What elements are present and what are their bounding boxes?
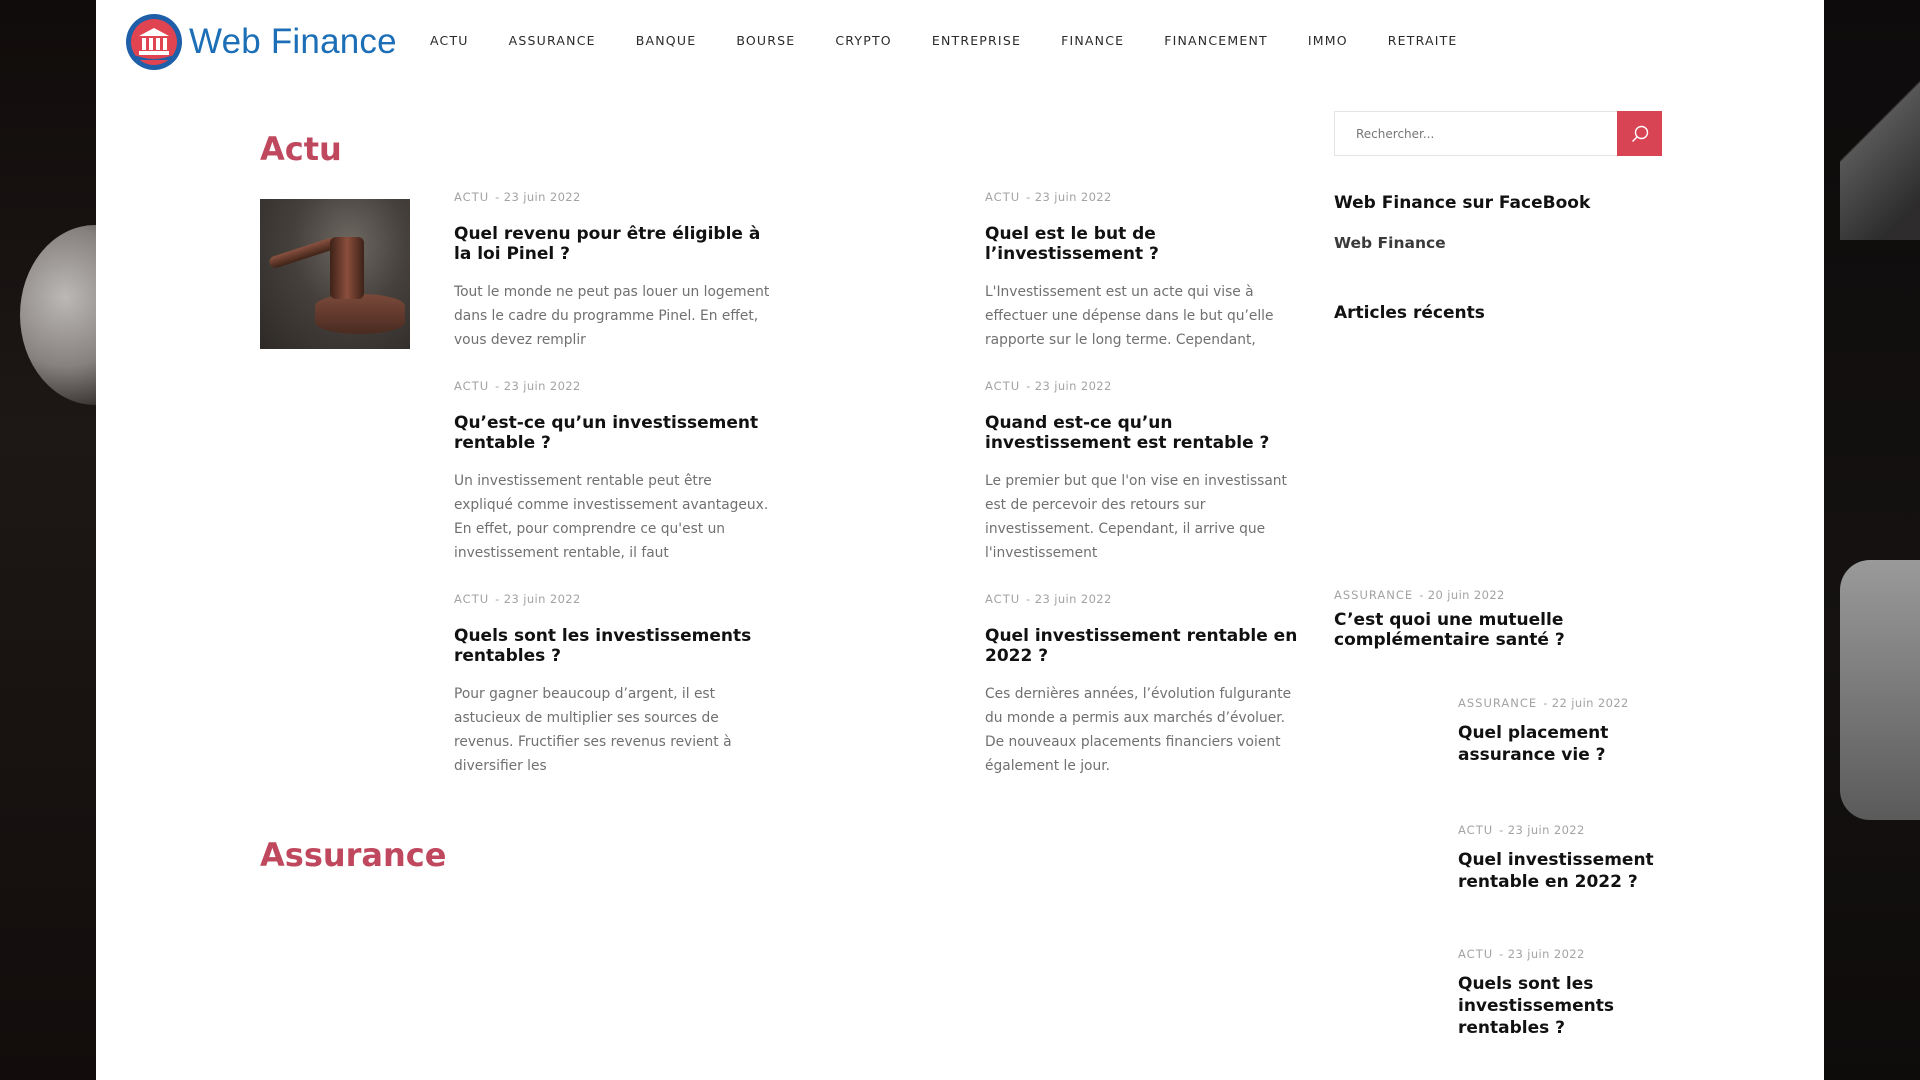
recent-articles-heading: Articles récents bbox=[1334, 303, 1485, 323]
article-card bbox=[454, 379, 774, 565]
article-title-link[interactable]: Quel est le but de l’investissement ? bbox=[985, 224, 1159, 264]
article-date: - 23 juin 2022 bbox=[1026, 379, 1112, 393]
section-title-assurance[interactable]: Assurance bbox=[260, 836, 447, 874]
facebook-heading: Web Finance sur FaceBook bbox=[1334, 193, 1591, 213]
article-meta bbox=[454, 379, 774, 393]
recent-article-date: - 23 juin 2022 bbox=[1499, 823, 1585, 837]
recent-article-category-link[interactable]: ASSURANCE bbox=[1458, 696, 1538, 710]
nav-item-entreprise[interactable]: ENTREPRISE bbox=[931, 33, 1022, 48]
nav-item-banque[interactable]: BANQUE bbox=[635, 33, 697, 48]
article-meta bbox=[985, 592, 1305, 606]
article-category-link[interactable]: ACTU bbox=[985, 592, 1021, 606]
article-category-link[interactable]: ACTU bbox=[454, 379, 490, 393]
article-excerpt: Tout le monde ne peut pas louer un logement dans le cadre du programme Pinel. En effet, vous devez remplir bbox=[454, 284, 770, 348]
nav-item-actu[interactable]: ACTU bbox=[430, 33, 469, 48]
nav-item-assurance[interactable]: ASSURANCE bbox=[508, 33, 596, 48]
recent-article bbox=[1458, 823, 1662, 893]
main-nav bbox=[430, 33, 1498, 48]
article-card bbox=[454, 190, 774, 352]
article-title-link[interactable]: Quel revenu pour être éligible à la loi Pinel ? bbox=[454, 224, 761, 264]
nav-item-financement[interactable]: FINANCEMENT bbox=[1164, 33, 1268, 48]
article-title-link[interactable]: Quand est-ce qu’un investissement est rentable ? bbox=[985, 413, 1270, 453]
recent-article-title-link[interactable]: C’est quoi une mutuelle complémentaire santé ? bbox=[1334, 610, 1565, 650]
recent-article-date: - 22 juin 2022 bbox=[1543, 696, 1629, 710]
article-excerpt: Un investissement rentable peut être expliqué comme investissement avantageux. En effet, pour comprendre ce qu'est un investissement rentable, il faut bbox=[454, 473, 769, 561]
article-meta bbox=[985, 379, 1305, 393]
article-card bbox=[985, 379, 1305, 565]
recent-article-category-link[interactable]: ACTU bbox=[1458, 947, 1494, 961]
article-date: - 23 juin 2022 bbox=[1026, 592, 1112, 606]
article-meta bbox=[454, 190, 774, 204]
recent-article-meta bbox=[1458, 823, 1662, 837]
bank-icon bbox=[126, 14, 182, 70]
recent-article bbox=[1334, 588, 1662, 650]
article-category-link[interactable]: ACTU bbox=[454, 592, 490, 606]
recent-article-meta bbox=[1458, 696, 1662, 710]
background-decor bbox=[1840, 40, 1920, 240]
nav-item-immo[interactable]: IMMO bbox=[1307, 33, 1348, 48]
recent-article-meta bbox=[1458, 947, 1662, 961]
recent-article-category-link[interactable]: ASSURANCE bbox=[1334, 588, 1414, 602]
background-right bbox=[1824, 0, 1920, 1080]
site-name: Web Finance bbox=[189, 22, 397, 61]
page-container bbox=[96, 0, 1824, 1080]
nav-item-retraite[interactable]: RETRAITE bbox=[1387, 33, 1458, 48]
search-button[interactable] bbox=[1617, 111, 1662, 156]
article-date: - 23 juin 2022 bbox=[1026, 190, 1112, 204]
article-meta bbox=[985, 190, 1305, 204]
site-logo[interactable] bbox=[126, 14, 397, 70]
recent-article bbox=[1458, 696, 1662, 766]
search-icon bbox=[1630, 124, 1650, 144]
gavel-image bbox=[268, 236, 338, 269]
article-title-link[interactable]: Quel investissement rentable en 2022 ? bbox=[985, 626, 1298, 666]
article-title-link[interactable]: Quels sont les investissements rentables ? bbox=[454, 626, 752, 666]
article-date: - 23 juin 2022 bbox=[495, 379, 581, 393]
article-excerpt: Le premier but que l'on vise en investissant est de percevoir des retours sur investissement. Cependant, il arrive que l'investissement bbox=[985, 473, 1287, 561]
recent-article-title-link[interactable]: Quels sont les investissements rentables ? bbox=[1458, 974, 1614, 1038]
article-category-link[interactable]: ACTU bbox=[454, 190, 490, 204]
recent-article-date: - 23 juin 2022 bbox=[1499, 947, 1585, 961]
site-header bbox=[96, 0, 1824, 84]
article-meta bbox=[454, 592, 774, 606]
recent-article-date: - 20 juin 2022 bbox=[1419, 588, 1505, 602]
recent-article-title-link[interactable]: Quel investissement rentable en 2022 ? bbox=[1458, 850, 1654, 892]
background-decor-slab bbox=[1840, 560, 1920, 820]
article-excerpt: L'Investissement est un acte qui vise à effectuer une dépense dans le but qu’elle rapporte sur le long terme. Cependant, bbox=[985, 284, 1274, 348]
recent-article-meta bbox=[1334, 588, 1662, 602]
section-title-actu[interactable]: Actu bbox=[260, 130, 342, 168]
search-input[interactable] bbox=[1335, 112, 1617, 155]
facebook-page-link[interactable]: Web Finance bbox=[1334, 234, 1446, 252]
article-category-link[interactable]: ACTU bbox=[985, 190, 1021, 204]
search-form bbox=[1334, 111, 1662, 156]
article-card bbox=[454, 592, 774, 778]
nav-item-finance[interactable]: FINANCE bbox=[1061, 33, 1125, 48]
recent-article-title-link[interactable]: Quel placement assurance vie ? bbox=[1458, 723, 1609, 765]
background-left bbox=[0, 0, 96, 1080]
article-date: - 23 juin 2022 bbox=[495, 592, 581, 606]
nav-item-bourse[interactable]: BOURSE bbox=[736, 33, 796, 48]
recent-article-category-link[interactable]: ACTU bbox=[1458, 823, 1494, 837]
article-title-link[interactable]: Qu’est-ce qu’un investissement rentable ? bbox=[454, 413, 759, 453]
article-excerpt: Ces dernières années, l’évolution fulgurante du monde a permis aux marchés d’évoluer. De nouveaux placements financiers voient également le jour. bbox=[985, 686, 1292, 774]
article-category-link[interactable]: ACTU bbox=[985, 379, 1021, 393]
nav-item-crypto[interactable]: CRYPTO bbox=[835, 33, 892, 48]
article-card bbox=[985, 190, 1305, 352]
article-card bbox=[985, 592, 1305, 778]
recent-article bbox=[1458, 947, 1662, 1039]
article-date: - 23 juin 2022 bbox=[495, 190, 581, 204]
article-thumbnail-gavel[interactable] bbox=[260, 199, 410, 349]
article-excerpt: Pour gagner beaucoup d’argent, il est astucieux de multiplier ses sources de revenus. Fructifier ses revenus revient à diversifier les bbox=[454, 686, 732, 774]
